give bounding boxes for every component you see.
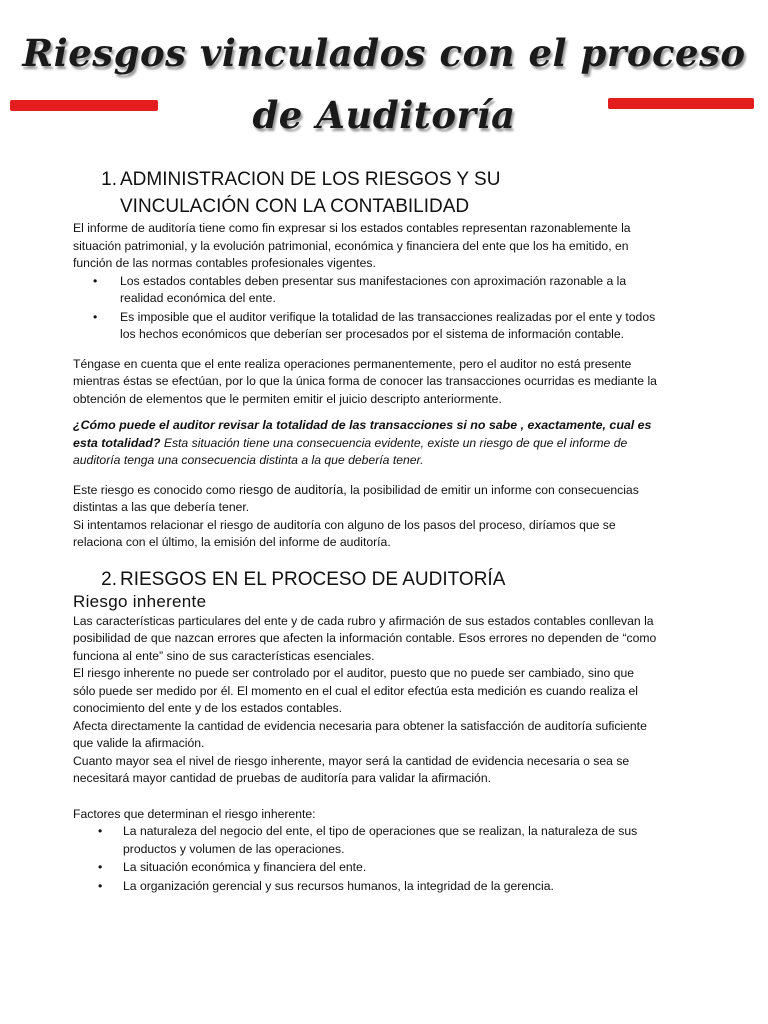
section-1-number: 1. (101, 169, 117, 190)
section-2-heading (95, 566, 658, 593)
section-2-paragraph-1: Las características particulares del ente y de cada rubro y afirmación de sus estados contables conllevan la posibilidad de que nazcan errores que afecten la información contable. Esos errores no dependen de “como funciona al ente” sino de sus características esenciales. (73, 613, 657, 663)
bullet-icon: • (93, 273, 98, 288)
section-2-paragraph-3: Afecta directamente la cantidad de evidencia necesaria para obtener la satisfacción de auditoría suficiente que valide la afirmación. (73, 718, 647, 750)
section-1-heading-line-1: ADMINISTRACION DE LOS RIESGOS Y SU (120, 169, 501, 190)
section-2-number: 2. (101, 568, 117, 590)
section-1-question-paragraph (73, 417, 658, 470)
bullet-icon: • (98, 878, 103, 893)
factors-intro: Factores que determinan el riesgo inherente: (73, 806, 316, 821)
list-item: • Los estados contables deben presentar sus manifestaciones con aproximación razonable a la realidad económica del ente. (93, 273, 627, 305)
list-item: • La situación económica y financiera del ente. (73, 859, 658, 877)
section-1-heading-line-2: VINCULACIÓN CON LA CONTABILIDAD (120, 196, 470, 217)
title-line-1: Riesgos vinculados con el proceso (22, 31, 746, 75)
document-body (73, 166, 658, 896)
section-1-heading (95, 166, 658, 220)
section-1-paragraph-4: Si intentamos relacionar el riesgo de auditoría con alguno de los pasos del proceso, diríamos que se relaciona con el último, la emisión del informe de auditoría. (73, 517, 616, 549)
question-followup: Esta situación tiene una consecuencia evidente, existe un riesgo de que el informe de auditoría tenga una consecuencia distinta a la que debería tener. (73, 435, 628, 467)
bullet-icon: • (98, 860, 103, 874)
riesgo-inherente-subheading: Riesgo inherente (73, 591, 207, 611)
bullet-icon: • (93, 309, 98, 324)
section-1-intro: El informe de auditoría tiene como fin expresar si los estados contables representan razonablemente la situación patrimonial, y la evolución patrimonial, económica y financiera del ente que los ha emitido, en función de las normas contables profesionales vigentes. (73, 221, 631, 270)
list-item: • La naturaleza del negocio del ente, el tipo de operaciones que se realizan, la naturaleza de sus productos y volumen de las operaciones. (98, 824, 638, 856)
auditor-question: ¿Cómo puede el auditor revisar la totalidad de las transacciones si no sabe , exactamente, cual es esta totalidad? (73, 418, 652, 450)
list-item: • La organización gerencial y sus recursos humanos, la integridad de la gerencia. (73, 878, 658, 896)
section-1-paragraph-3: Este riesgo es conocido como riesgo de auditoría, la posibilidad de emitir un informe con consecuencias distintas a las que debería tener. (73, 482, 639, 514)
page-title (0, 22, 768, 146)
bullet-icon: • (98, 824, 103, 838)
title-line-2: de Auditoría (252, 93, 516, 137)
section-1-bullet-list (73, 273, 658, 344)
section-2-heading-text: RIESGOS EN EL PROCESO DE AUDITORÍA (120, 568, 506, 590)
audit-risk-term: riesgo de auditoría, (238, 482, 347, 497)
factors-list (73, 823, 658, 895)
section-2-paragraph-2: El riesgo inherente no puede ser controlado por el auditor, puesto que no puede ser cambiado, sino que sólo puede ser medido por él. El momento en el cual el editor efectúa esta medición es cuando realiza el conocimiento del ente y de los estados contables. (73, 666, 639, 715)
section-2-paragraph-4: Cuanto mayor sea el nivel de riesgo inherente, mayor será la cantidad de evidencia necesaria o sea se necesitará mayor cantidad de pruebas de auditoría para validar la afirmación. (73, 753, 630, 785)
section-1-paragraph-2: Téngase en cuenta que el ente realiza operaciones permanentemente, pero el auditor no está presente mientras éstas se efectúan, por lo que la única forma de conocer las transacciones ocurridas es mediante la obtención de elementos que le permiten emitir el juicio descripto anteriormente. (73, 356, 657, 406)
list-item: • Es imposible que el auditor verifique la totalidad de las transacciones realizadas por el ente y todos los hechos económicos que deberían ser procesados por el sistema de información contable. (93, 309, 656, 341)
